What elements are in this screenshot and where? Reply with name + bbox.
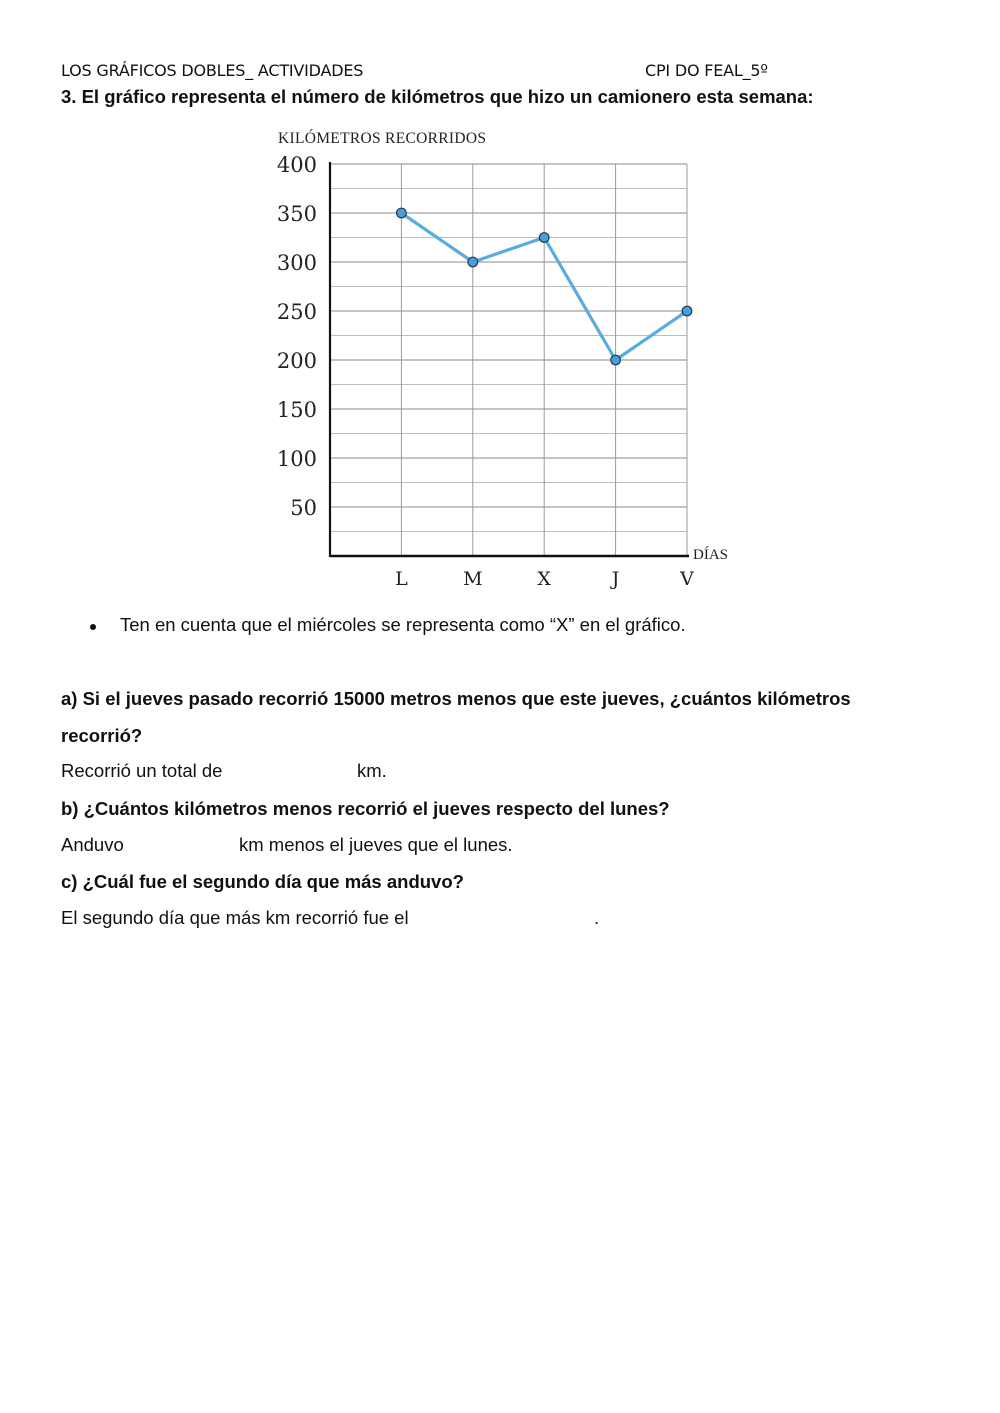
x-tick-label: L [395,568,408,590]
x-tick-label: X [537,568,551,590]
y-tick-label: 50 [290,496,317,520]
question-a-line2: recorrió? [61,725,143,746]
x-axis-label: DÍAS [693,547,729,563]
question-c: c) ¿Cuál fue el segundo día que más anduvo? [61,871,464,892]
answer-b-before: Anduvo [61,834,124,855]
answer-a-before: Recorrió un total de [61,760,223,781]
y-tick-label: 100 [276,447,317,471]
header-right: CPI DO FEAL_5º [645,61,768,80]
y-tick-label: 300 [276,251,317,275]
chart-title: KILÓMETROS RECORRIDOS [278,130,487,147]
x-tick-label: J [611,568,620,590]
data-point [611,355,621,365]
y-tick-label: 250 [276,300,317,324]
bullet-icon [90,624,96,630]
answer-c-before: El segundo día que más km recorrió fue el [61,907,409,928]
x-tick-label: V [680,568,694,590]
data-point [682,306,692,316]
answer-b-after: km menos el jueves que el lunes. [239,834,513,855]
answer-c-after: . [594,907,600,928]
y-tick-label: 150 [276,398,317,422]
exercise-title: 3. El gráfico representa el número de kilómetros que hizo un camionero esta semana: [61,86,814,107]
y-tick-label: 350 [276,202,317,226]
x-tick-label: M [463,568,483,590]
question-a-line1: a) Si el jueves pasado recorrió 15000 metros menos que este jueves, ¿cuántos kilómetros [61,688,851,709]
line-chart [0,0,1000,600]
y-tick-label: 400 [276,153,317,177]
question-b: b) ¿Cuántos kilómetros menos recorrió el jueves respecto del lunes? [61,798,670,819]
y-tick-label: 200 [276,349,317,373]
data-point [468,257,478,267]
header-left: LOS GRÁFICOS DOBLES_ ACTIVIDADES [61,61,364,80]
answer-a-after: km. [357,760,387,781]
data-point [539,233,549,243]
data-point [397,208,407,218]
note-text: Ten en cuenta que el miércoles se representa como “X” en el gráfico. [120,614,686,635]
